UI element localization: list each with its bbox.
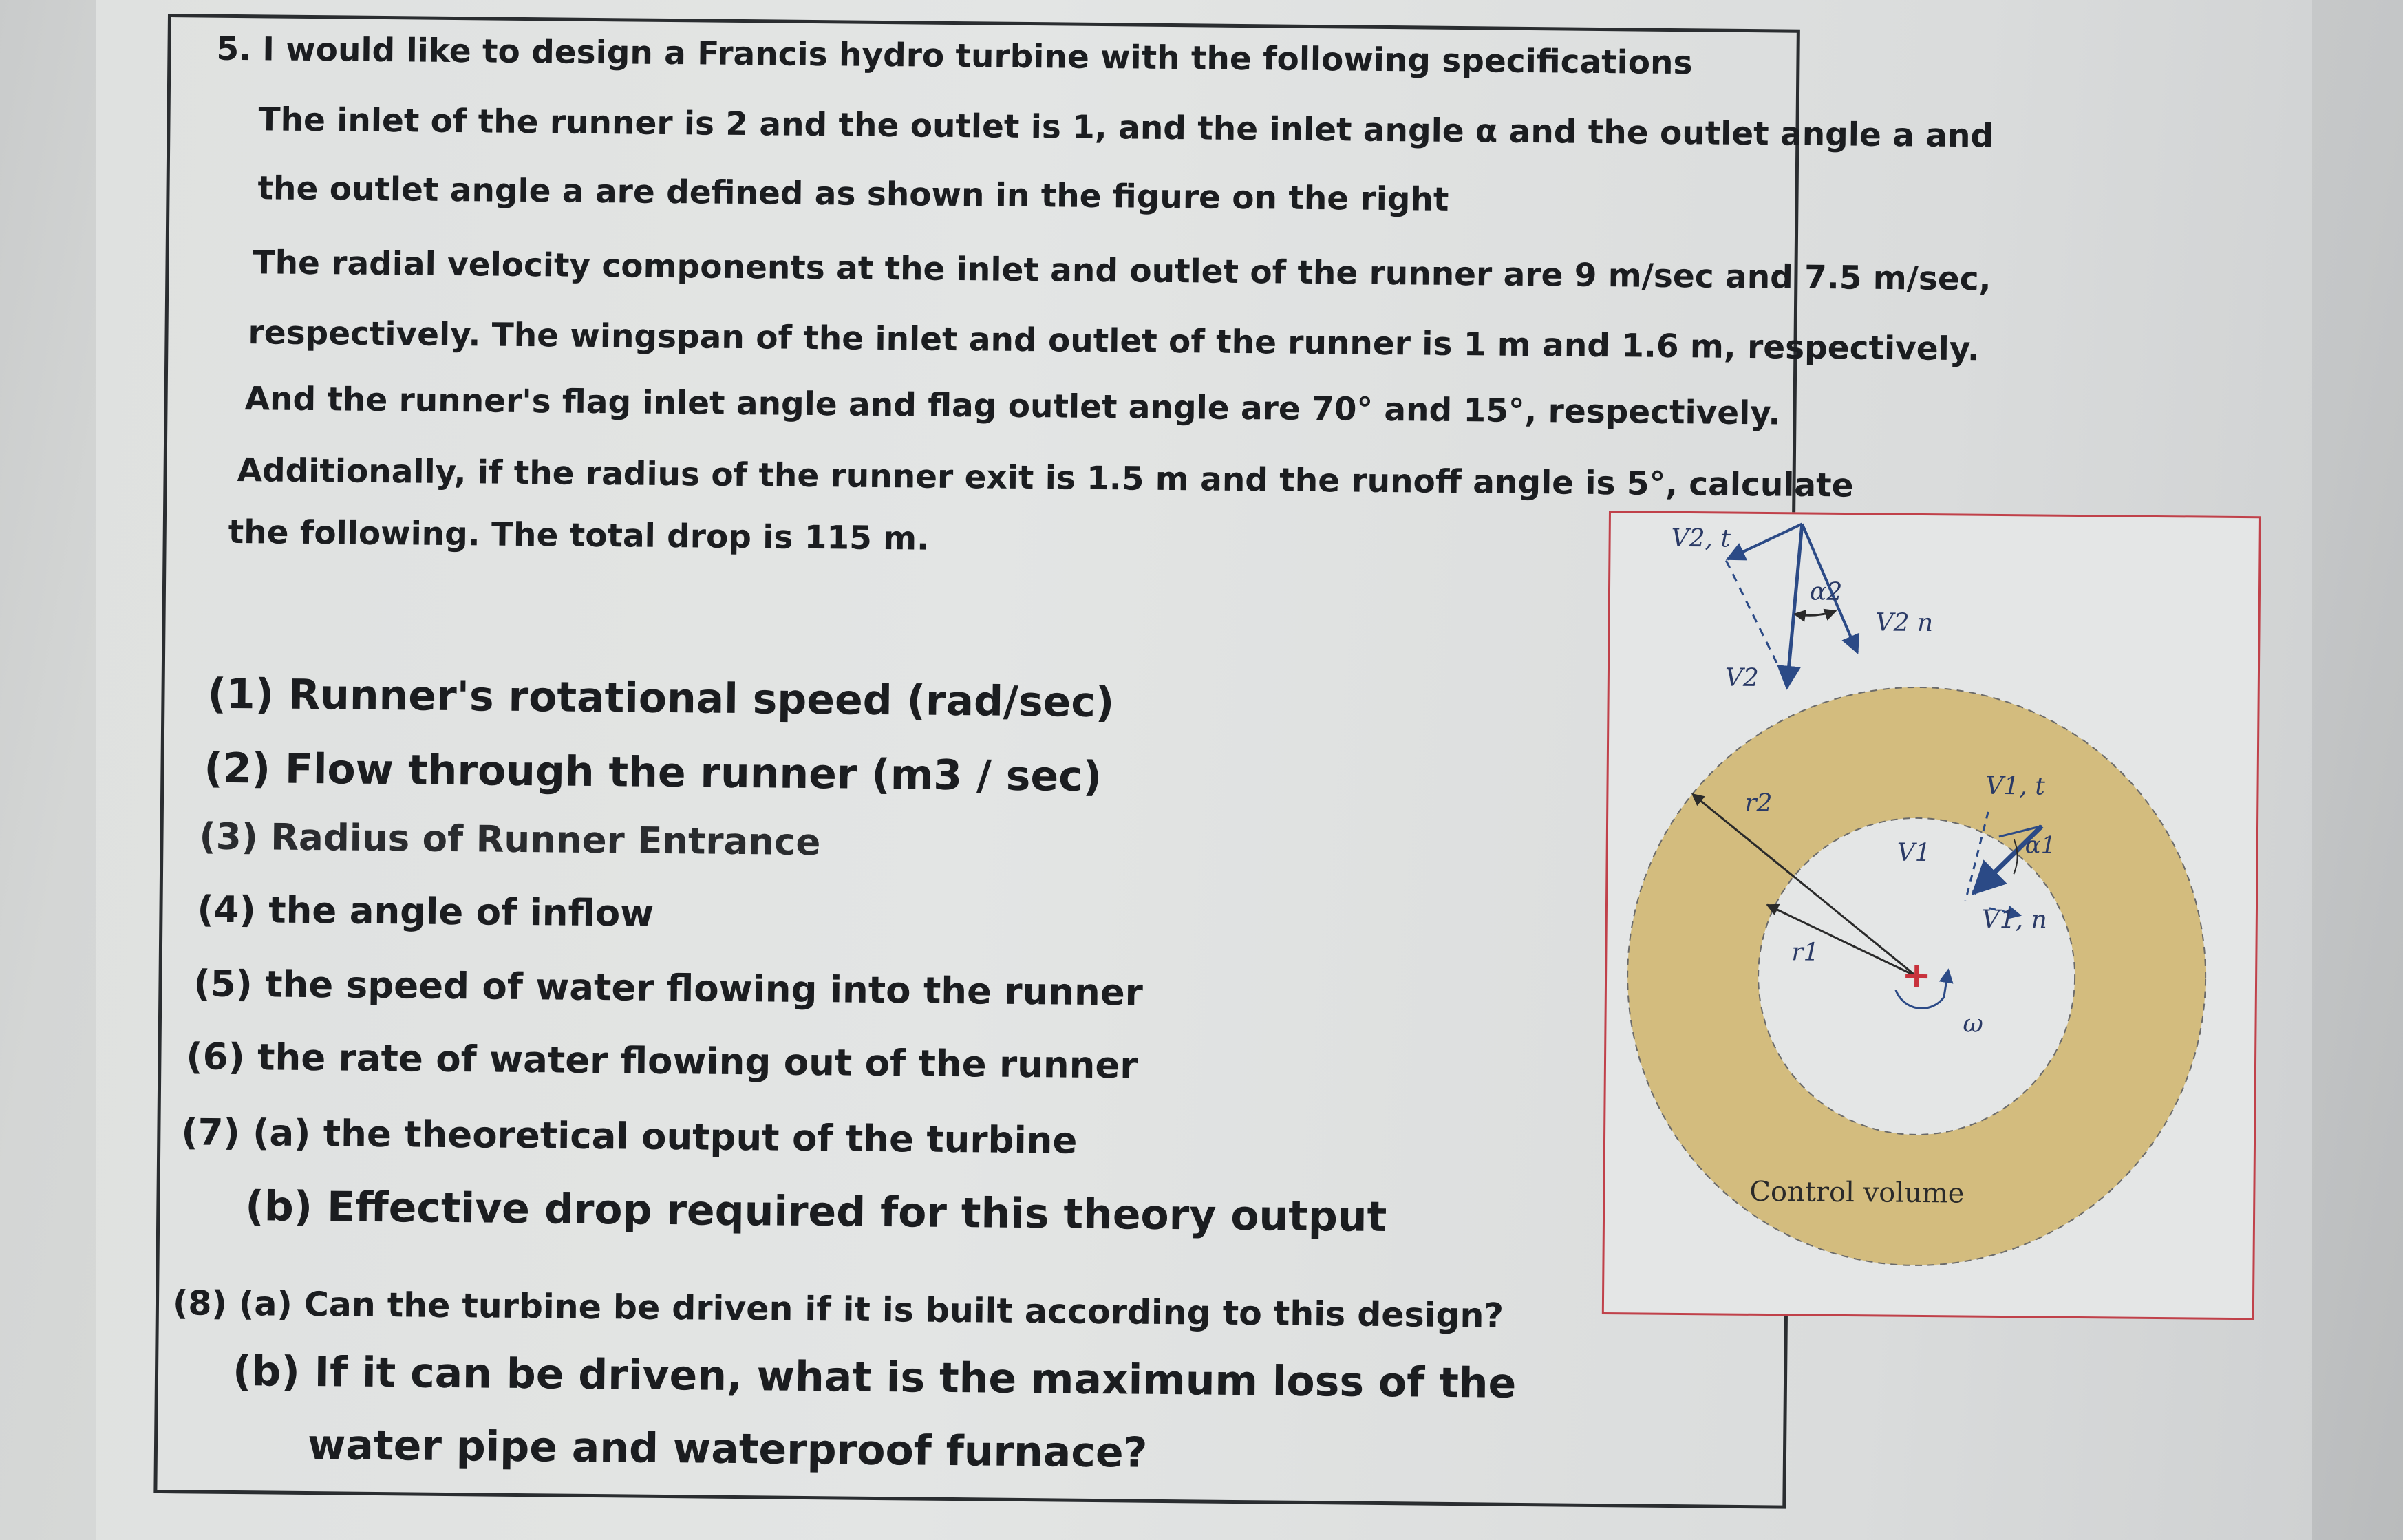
intro-line-2: The inlet of the runner is 2 and the outlet is 1, and the inlet angle α and the outlet angle a and xyxy=(258,100,1994,156)
label-v2t: V2, t xyxy=(1671,524,1731,553)
label-r2: r2 xyxy=(1744,789,1773,818)
label-alpha2: α2 xyxy=(1809,577,1843,606)
label-r1: r1 xyxy=(1791,938,1819,967)
label-v2: V2 xyxy=(1724,663,1759,692)
label-alpha1: α1 xyxy=(2025,831,2056,859)
question-4: (4) the angle of inflow xyxy=(197,888,654,935)
label-omega: ω xyxy=(1963,1009,1984,1038)
question-5: (5) the speed of water flowing into the runner xyxy=(193,963,1144,1014)
intro-line-7: Additionally, if the radius of the runner exit is 1.5 m and the runoff angle is 5°, calculate xyxy=(237,451,1854,505)
control-volume-label: Control volume xyxy=(1749,1175,1965,1210)
intro-line-4: The radial velocity components at the inlet and outlet of the runner are 9 m/sec and 7.5 m/sec, xyxy=(253,244,1991,299)
turbine-figure xyxy=(1602,511,2261,1320)
intro-line-8: the following. The total drop is 115 m. xyxy=(228,513,930,558)
question-3: (3) Radius of Runner Entrance xyxy=(199,815,821,864)
question-7a: (7) (a) the theoretical output of the turbine xyxy=(181,1111,1078,1162)
intro-line-5: respectively. The wingspan of the inlet and outlet of the runner is 1 m and 1.6 m, respectively. xyxy=(248,314,1980,369)
v2-vector xyxy=(1787,524,1802,687)
question-1: (1) Runner's rotational speed (rad/sec) xyxy=(207,670,1115,727)
question-8b: (b) If it can be driven, what is the maximum loss of the xyxy=(232,1347,1517,1408)
label-v2n: V2 n xyxy=(1875,608,1934,638)
intro-line-1: 5. I would like to design a Francis hydro turbine with the following specifications xyxy=(216,30,1693,83)
v2t-vector xyxy=(1727,524,1802,560)
center-mark xyxy=(1905,965,1927,987)
alpha2-arc xyxy=(1795,610,1836,615)
question-8a: (8) (a) Can the turbine be driven if it is built according to this design? xyxy=(172,1283,1504,1336)
intro-line-3: the outlet angle a are defined as shown in the figure on the right xyxy=(257,169,1449,219)
label-v1t: V1, t xyxy=(1985,771,2045,801)
question-6: (6) the rate of water flowing out of the runner xyxy=(186,1036,1138,1087)
label-v1: V1 xyxy=(1897,838,1931,868)
question-8b-cont: water pipe and waterproof furnace? xyxy=(307,1421,1148,1477)
question-7b: (b) Effective drop required for this theory output xyxy=(245,1182,1387,1242)
intro-line-6: And the runner's flag inlet angle and flag outlet angle are 70° and 15°, respectively. xyxy=(244,380,1781,433)
label-v1n: V1, n xyxy=(1981,905,2047,934)
question-2: (2) Flow through the runner (m3 / sec) xyxy=(204,744,1102,802)
